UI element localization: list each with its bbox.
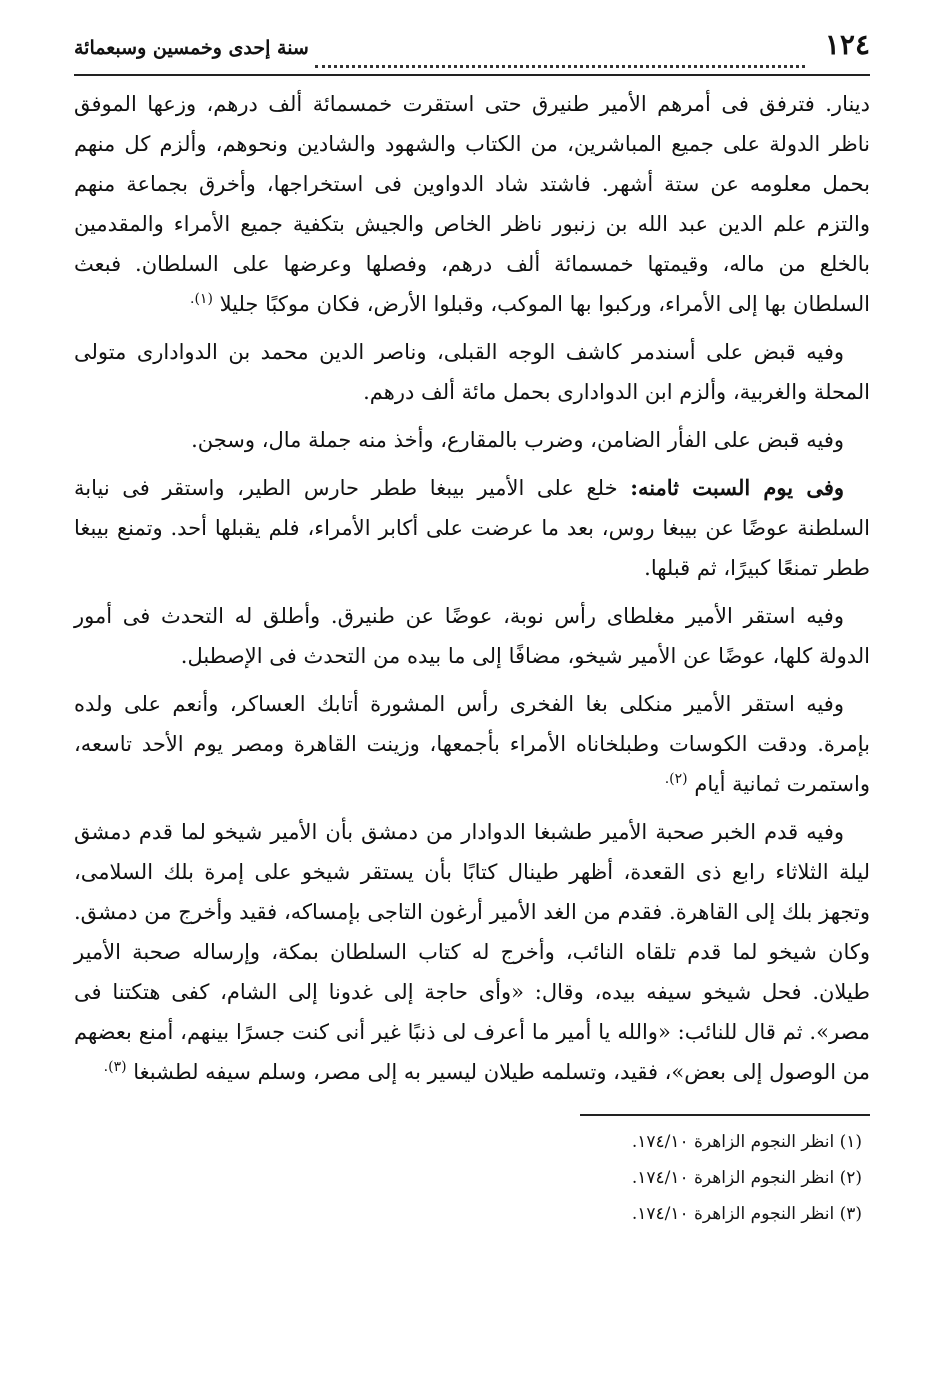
footnote-ref: (١). <box>190 291 213 307</box>
paragraph-3 <box>74 420 870 460</box>
paragraph-1 <box>74 84 870 324</box>
paragraph-text: وفيه قدم الخبر صحبة الأمير طشبغا الدوادار من دمشق بأن الأمير شيخو لما قدم دمشق ليلة الثلاثاء رابع ذى القعدة، أظهر طينال كتابًا بأن يستقر شيخو على إمرة بلك السلامى، وتجهز بلك إلى القاهرة. فقدم من الغد الأمير أرغون التاجى بإمساكه، فقيد وأخرج من دمشق. وكان شيخو لما قدم تلقاه النائب، وأخرج له كتاب السلطان بمكة، وإرساله صحبة الأمير طيلان. فحل شيخو سيفه بيده، وقال: «وأى حاجة إلى غدونا إلى الشام، كفى هتكتنا فى مصر». ثم قال للنائب: «والله يا أمير ما أعرف لى ذنبًا غير أنى كنت جسرًا بينهم، أمنع بعضهم من الوصول إلى بعض»، فقيد، وتسلمه طيلان ليسير به إلى مصر، وسلم سيفه لطشبغا <box>74 820 870 1084</box>
footnote-3: (٣) انظر النجوم الزاهرة ١٧٤/١٠. <box>631 1204 862 1224</box>
book-page <box>74 28 870 1232</box>
paragraph-lead: وفى يوم السبت ثامنه: <box>630 475 844 500</box>
footnote-ref: (٢). <box>664 771 688 787</box>
running-title: سنة إحدى وخمسين وسبعمائة <box>74 37 309 59</box>
header-leader-dots <box>315 65 805 68</box>
paragraph-text: وفيه قبض على أسندمر كاشف الوجه القبلى، وناصر الدين محمد بن الدوادارى متولى المحلة والغربية، وألزم ابن الدوادارى بحمل مائة ألف درهم. <box>74 340 870 404</box>
paragraph-2 <box>74 332 870 412</box>
footnote-1: (١) انظر النجوم الزاهرة ١٧٤/١٠. <box>631 1132 862 1152</box>
paragraph-4 <box>74 468 870 588</box>
paragraph-text: وفيه استقر الأمير مغلطاى رأس نوبة، عوضًا عن طنيرق. وأطلق له التحدث فى أمور الدولة كلها، عوضًا عن الأمير شيخو، مضافًا إلى ما بيده من التحدث فى الإصطبل. <box>74 604 870 668</box>
paragraph-text: وفيه استقر الأمير منكلى بغا الفخرى رأس المشورة أتابك العساكر، وأنعم على ولده بإمرة. ودقت الكوسات وطبلخاناه الأمراء بأجمعها، وزينت القاهرة ومصر يوم الأحد تاسعه، واستمرت ثمانية أيام <box>74 692 870 796</box>
footnote-ref: (٣). <box>103 1059 127 1075</box>
paragraph-7 <box>74 812 870 1092</box>
paragraph-text: دينار. فترفق فى أمرهم الأمير طنيرق حتى استقرت خمسمائة ألف درهم، وزعها الموفق ناظر الدولة على جميع المباشرين، من الكتاب والشهود والشادين ونحوهم، وألزم كل منهم بحمل معلومه عن ستة أشهر. فاشتد شاد الدواوين فى استخراجها، وأخرق بجماعة منهم والتزم علم الدين عبد الله بن زنبور ناظر الخاص والجيش بتكفية جميع الأمراء والمقدمين بالخلع من ماله، وقيمتها خمسمائة ألف درهم، وفصلها وعرضها على السلطان. فبعث السلطان بها إلى الأمراء، وركبوا بها الموكب، وقبلوا الأرض، فكان موكبًا جليلا <box>74 92 870 316</box>
footnote-2: (٢) انظر النجوم الزاهرة ١٧٤/١٠. <box>631 1168 862 1188</box>
footnotes <box>74 1124 870 1232</box>
page-number: ١٢٤ <box>824 28 870 61</box>
paragraph-text: وفيه قبض على الفأر الضامن، وضرب بالمقارع، وأخذ منه جملة مال، وسجن. <box>191 428 844 452</box>
main-text <box>74 84 870 1092</box>
paragraph-text: خلع على الأمير بيبغا ططر حارس الطير، واستقر فى نيابة السلطنة عوضًا عن بيبغا روس، بعد ما عرضت على أكابر الأمراء، فلم يقبلها أحد. وتمنع بيبغا ططر تمنعًا كبيرًا، ثم قبلها. <box>74 476 870 580</box>
page-header <box>74 28 870 76</box>
paragraph-5 <box>74 596 870 676</box>
paragraph-6 <box>74 684 870 804</box>
footnote-divider <box>580 1114 870 1116</box>
